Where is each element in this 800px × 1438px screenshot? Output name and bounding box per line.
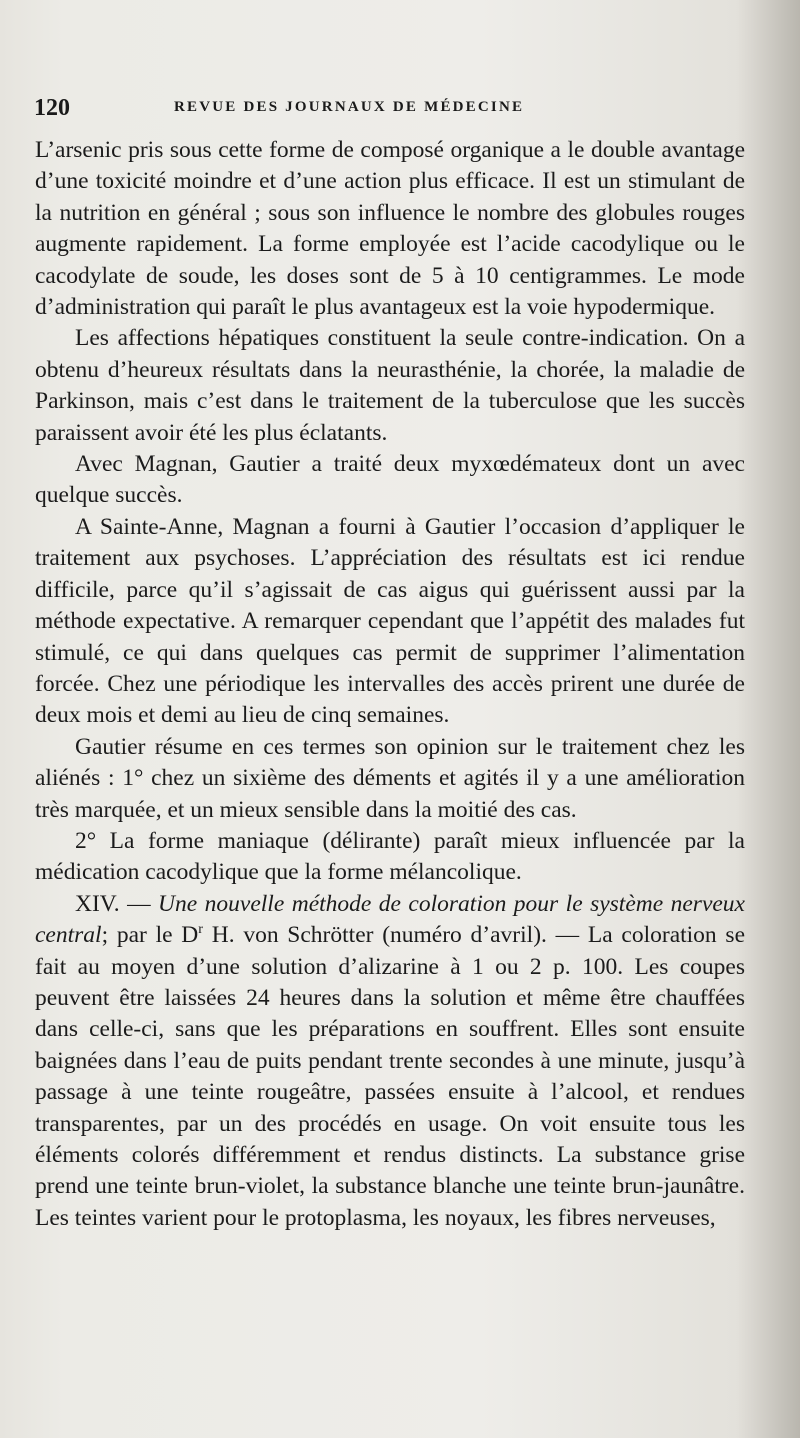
paragraph-section-xiv [35, 889, 745, 1234]
article-body: H. von Schrötter (numéro d’avril). — La coloration se fait au moyen d’une solution d’alizarine à 1 ou 2 p. 100. Les coupes peuvent être laissées 24 heures dans la solution et même être chauffées dans celle-ci, sans que les préparations en souffrent. Elles sont ensuite baignées dans l’eau de puits pendant trente secondes à une minute, jusqu’à passage à une teinte rougeâtre, passées ensuite à l’alcool, et rendues transparentes, par un des procédés en usage. On voit ensuite tous les éléments colorés différemment et rendus distincts. La substance grise prend une teinte brun-violet, la substance blanche une teinte brun-jaunâtre. Les teintes varient pour le protoplasma, les noyaux, les fibres nerveuses, [35, 922, 745, 1231]
running-head [34, 95, 744, 125]
body-text [35, 135, 745, 1234]
author-title-superscript: r [198, 921, 203, 938]
paragraph-forme-maniaque: 2° La forme maniaque (délirante) paraît mieux influencée par la médication cacodylique que la forme mélancolique. [35, 827, 745, 886]
paragraph-myxoedemateux: Avec Magnan, Gautier a traité deux myxœdémateux dont un avec quelque succès. [35, 451, 745, 509]
paragraph-sainte-anne: A Sainte-Anne, Magnan a fourni à Gautier l’occasion d’appliquer le traitement aux psychoses. L’appréciation des résultats est ici rendue difficile, parce qu’il s’agissait de cas aigus qui guérissent aussi par la méthode expectative. A remarquer cependant que l’appétit des malades fut stimulé, ce qui dans quelques cas permit de supprimer l’alimentation forcée. Chez une périodique les intervalles des accès prirent une durée de deux mois et demi au lieu de cinq semaines. [35, 513, 745, 729]
paragraph-contre-indication: Les affections hépatiques constituent la seule contre-indication. On a obtenu d’heureux résultats dans la neurasthénie, la chorée, la maladie de Parkinson, mais c’est dans le traitement de la tuberculose que les succès paraissent avoir été les plus éclatants. [35, 325, 745, 446]
author-prefix: ; par le D [101, 922, 199, 949]
section-number: XIV. — [75, 890, 151, 917]
journal-header-title: REVUE DES JOURNAUX DE MÉDECINE [174, 99, 525, 115]
paragraph-resume: Gautier résume en ces termes son opinion sur le traitement chez les aliénés : 1° chez un sixième des déments et agités il y a une amélioration très marquée, et un mieux sensible dans la moitié des cas. [35, 733, 745, 823]
page-number: 120 [34, 95, 70, 121]
paragraph-arsenic: L’arsenic pris sous cette forme de composé organique a le double avantage d’une toxicité moindre et d’une action plus efficace. Il est un stimulant de la nutrition en général ; sous son influence le nombre des globules rouges augmente rapidement. La forme employée est l’acide cacodylique ou le cacodylate de soude, les doses sont de 5 à 10 centigrammes. Le mode d’administration qui paraît le plus avantageux est la voie hypodermique. [35, 137, 745, 321]
article-title: Une nouvelle méthode de coloration pour le système nerveux central [35, 890, 745, 949]
